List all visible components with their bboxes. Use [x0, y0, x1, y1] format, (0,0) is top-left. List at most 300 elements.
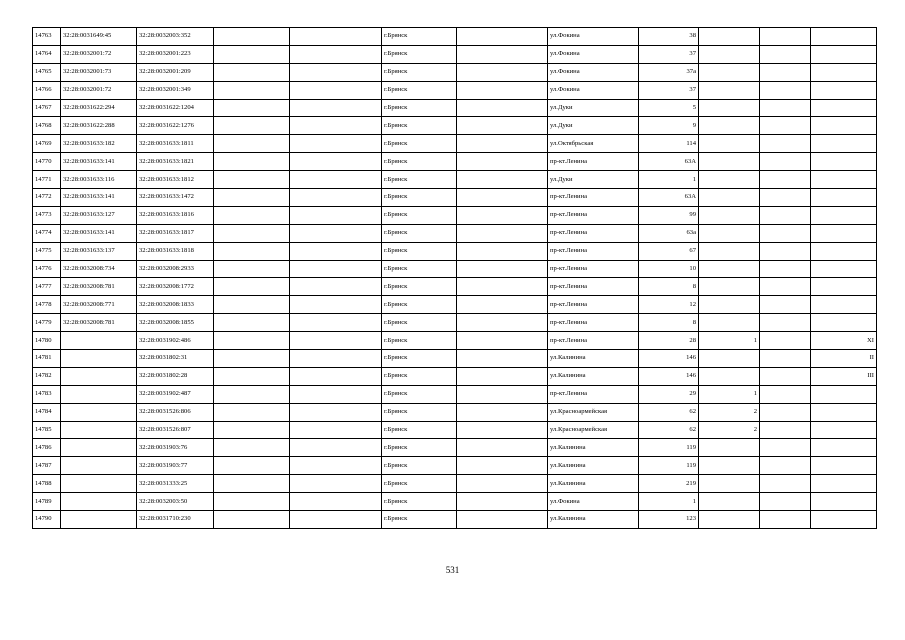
- column-12-cell: [811, 385, 877, 403]
- column-10-cell: [699, 260, 760, 278]
- record-number-cell: 14778: [33, 296, 61, 314]
- cadastral-quarter-cell: 32:28:0031649:45: [61, 28, 137, 46]
- column-5-cell: [290, 367, 382, 385]
- house-number-cell: 37: [639, 45, 699, 63]
- street-cell: ул.Калинина: [548, 457, 639, 475]
- street-cell: пр-кт.Ленина: [548, 189, 639, 207]
- house-number-cell: 146: [639, 367, 699, 385]
- column-5-cell: [290, 63, 382, 81]
- record-number-cell: 14787: [33, 457, 61, 475]
- column-4-cell: [214, 403, 290, 421]
- column-12-cell: [811, 45, 877, 63]
- cadastral-number-cell: 32:28:0031633:1821: [137, 153, 214, 171]
- table-row: [33, 206, 877, 224]
- column-7-cell: [457, 260, 548, 278]
- column-10-cell: [699, 63, 760, 81]
- city-cell: г.Брянск: [382, 421, 457, 439]
- column-5-cell: [290, 224, 382, 242]
- column-10-cell: [699, 439, 760, 457]
- table-row: [33, 81, 877, 99]
- column-10-cell: [699, 296, 760, 314]
- record-number-cell: 14765: [33, 63, 61, 81]
- street-cell: ул.Фокина: [548, 45, 639, 63]
- record-number-cell: 14763: [33, 28, 61, 46]
- column-12-cell: III: [811, 367, 877, 385]
- column-12-cell: [811, 439, 877, 457]
- street-cell: ул.Красноармейская: [548, 403, 639, 421]
- column-4-cell: [214, 171, 290, 189]
- city-cell: г.Брянск: [382, 171, 457, 189]
- street-cell: ул.Калинина: [548, 350, 639, 368]
- column-7-cell: [457, 171, 548, 189]
- column-4-cell: [214, 117, 290, 135]
- column-5-cell: [290, 439, 382, 457]
- column-5-cell: [290, 45, 382, 63]
- column-10-cell: 2: [699, 421, 760, 439]
- house-number-cell: 63А: [639, 189, 699, 207]
- record-number-cell: 14772: [33, 189, 61, 207]
- cadastral-quarter-cell: [61, 332, 137, 350]
- table-row: [33, 457, 877, 475]
- street-cell: пр-кт.Ленина: [548, 385, 639, 403]
- column-12-cell: [811, 81, 877, 99]
- street-cell: ул.Октябрьская: [548, 135, 639, 153]
- column-11-cell: [760, 296, 811, 314]
- house-number-cell: 63а: [639, 224, 699, 242]
- cadastral-number-cell: 32:28:0032003:50: [137, 493, 214, 511]
- cadastral-quarter-cell: 32:28:0031622:288: [61, 117, 137, 135]
- column-10-cell: [699, 314, 760, 332]
- column-7-cell: [457, 63, 548, 81]
- column-12-cell: [811, 63, 877, 81]
- record-number-cell: 14782: [33, 367, 61, 385]
- street-cell: пр-кт.Ленина: [548, 224, 639, 242]
- table-row: [33, 45, 877, 63]
- column-11-cell: [760, 475, 811, 493]
- table-row: [33, 224, 877, 242]
- street-cell: ул.Калинина: [548, 475, 639, 493]
- column-7-cell: [457, 28, 548, 46]
- table-row: [33, 242, 877, 260]
- column-11-cell: [760, 403, 811, 421]
- cadastral-quarter-cell: 32:28:0032001:72: [61, 45, 137, 63]
- column-12-cell: [811, 296, 877, 314]
- street-cell: ул.Дуки: [548, 99, 639, 117]
- city-cell: г.Брянск: [382, 260, 457, 278]
- column-10-cell: [699, 350, 760, 368]
- column-11-cell: [760, 117, 811, 135]
- house-number-cell: 63А: [639, 153, 699, 171]
- column-5-cell: [290, 171, 382, 189]
- house-number-cell: 37а: [639, 63, 699, 81]
- record-number-cell: 14776: [33, 260, 61, 278]
- record-number-cell: 14786: [33, 439, 61, 457]
- column-7-cell: [457, 403, 548, 421]
- column-4-cell: [214, 135, 290, 153]
- column-5-cell: [290, 153, 382, 171]
- city-cell: г.Брянск: [382, 403, 457, 421]
- cadastral-number-cell: 32:28:0032003:352: [137, 28, 214, 46]
- column-7-cell: [457, 421, 548, 439]
- street-cell: ул.Красноармейская: [548, 421, 639, 439]
- street-cell: пр-кт.Ленина: [548, 314, 639, 332]
- column-7-cell: [457, 296, 548, 314]
- city-cell: г.Брянск: [382, 314, 457, 332]
- column-5-cell: [290, 81, 382, 99]
- record-number-cell: 14783: [33, 385, 61, 403]
- column-7-cell: [457, 493, 548, 511]
- record-number-cell: 14773: [33, 206, 61, 224]
- record-number-cell: 14774: [33, 224, 61, 242]
- column-10-cell: [699, 367, 760, 385]
- record-number-cell: 14777: [33, 278, 61, 296]
- record-number-cell: 14789: [33, 493, 61, 511]
- street-cell: ул.Дуки: [548, 171, 639, 189]
- street-cell: ул.Калинина: [548, 511, 639, 529]
- column-11-cell: [760, 99, 811, 117]
- column-5-cell: [290, 28, 382, 46]
- house-number-cell: 1: [639, 493, 699, 511]
- record-number-cell: 14770: [33, 153, 61, 171]
- street-cell: ул.Калинина: [548, 439, 639, 457]
- city-cell: г.Брянск: [382, 206, 457, 224]
- table-row: [33, 28, 877, 46]
- column-4-cell: [214, 439, 290, 457]
- column-10-cell: [699, 81, 760, 99]
- table-row: [33, 135, 877, 153]
- city-cell: г.Брянск: [382, 224, 457, 242]
- table-body: [33, 28, 877, 529]
- column-11-cell: [760, 385, 811, 403]
- street-cell: пр-кт.Ленина: [548, 332, 639, 350]
- column-10-cell: 2: [699, 403, 760, 421]
- column-4-cell: [214, 332, 290, 350]
- column-4-cell: [214, 350, 290, 368]
- street-cell: ул.Калинина: [548, 367, 639, 385]
- cadastral-number-cell: 32:28:0032008:1855: [137, 314, 214, 332]
- column-12-cell: [811, 314, 877, 332]
- city-cell: г.Брянск: [382, 189, 457, 207]
- column-12-cell: [811, 421, 877, 439]
- city-cell: г.Брянск: [382, 493, 457, 511]
- column-4-cell: [214, 189, 290, 207]
- column-5-cell: [290, 350, 382, 368]
- column-7-cell: [457, 242, 548, 260]
- house-number-cell: 219: [639, 475, 699, 493]
- house-number-cell: 12: [639, 296, 699, 314]
- table-row: [33, 153, 877, 171]
- street-cell: пр-кт.Ленина: [548, 260, 639, 278]
- cadastral-number-cell: 32:28:0031633:1811: [137, 135, 214, 153]
- column-11-cell: [760, 367, 811, 385]
- cadastral-quarter-cell: 32:28:0031633:127: [61, 206, 137, 224]
- house-number-cell: 29: [639, 385, 699, 403]
- column-11-cell: [760, 260, 811, 278]
- column-10-cell: [699, 99, 760, 117]
- street-cell: пр-кт.Ленина: [548, 278, 639, 296]
- table-row: [33, 403, 877, 421]
- column-5-cell: [290, 314, 382, 332]
- column-12-cell: [811, 511, 877, 529]
- column-5-cell: [290, 135, 382, 153]
- record-number-cell: 14771: [33, 171, 61, 189]
- column-12-cell: [811, 242, 877, 260]
- column-11-cell: [760, 439, 811, 457]
- cadastral-quarter-cell: 32:28:0031622:294: [61, 99, 137, 117]
- record-number-cell: 14785: [33, 421, 61, 439]
- column-7-cell: [457, 278, 548, 296]
- street-cell: ул.Фокина: [548, 493, 639, 511]
- column-12-cell: [811, 153, 877, 171]
- column-12-cell: II: [811, 350, 877, 368]
- column-11-cell: [760, 224, 811, 242]
- city-cell: г.Брянск: [382, 439, 457, 457]
- table-row: [33, 314, 877, 332]
- column-11-cell: [760, 457, 811, 475]
- record-number-cell: 14781: [33, 350, 61, 368]
- column-4-cell: [214, 475, 290, 493]
- cadastral-quarter-cell: [61, 511, 137, 529]
- cadastral-number-cell: 32:28:0031622:1204: [137, 99, 214, 117]
- house-number-cell: 8: [639, 278, 699, 296]
- cadastral-number-cell: 32:28:0031622:1276: [137, 117, 214, 135]
- cadastral-quarter-cell: 32:28:0031633:141: [61, 224, 137, 242]
- column-7-cell: [457, 189, 548, 207]
- street-cell: ул.Фокина: [548, 81, 639, 99]
- city-cell: г.Брянск: [382, 385, 457, 403]
- table-row: [33, 475, 877, 493]
- house-number-cell: 67: [639, 242, 699, 260]
- column-12-cell: [811, 475, 877, 493]
- column-7-cell: [457, 511, 548, 529]
- column-10-cell: [699, 45, 760, 63]
- cadastral-number-cell: 32:28:0031710:230: [137, 511, 214, 529]
- city-cell: г.Брянск: [382, 278, 457, 296]
- cadastral-number-cell: 32:28:0031526:806: [137, 403, 214, 421]
- column-10-cell: [699, 242, 760, 260]
- street-cell: пр-кт.Ленина: [548, 242, 639, 260]
- cadastral-quarter-cell: [61, 439, 137, 457]
- cadastral-number-cell: 32:28:0031802:31: [137, 350, 214, 368]
- column-12-cell: [811, 135, 877, 153]
- cadastral-number-cell: 32:28:0031903:77: [137, 457, 214, 475]
- cadastral-number-cell: 32:28:0031633:1812: [137, 171, 214, 189]
- column-11-cell: [760, 153, 811, 171]
- cadastral-quarter-cell: [61, 457, 137, 475]
- house-number-cell: 37: [639, 81, 699, 99]
- table-row: [33, 350, 877, 368]
- cadastral-quarter-cell: 32:28:0032001:73: [61, 63, 137, 81]
- column-11-cell: [760, 81, 811, 99]
- column-11-cell: [760, 350, 811, 368]
- column-7-cell: [457, 99, 548, 117]
- column-11-cell: [760, 511, 811, 529]
- cadastral-quarter-cell: 32:28:0032008:734: [61, 260, 137, 278]
- record-number-cell: 14768: [33, 117, 61, 135]
- table-row: [33, 367, 877, 385]
- house-number-cell: 123: [639, 511, 699, 529]
- house-number-cell: 114: [639, 135, 699, 153]
- cadastral-quarter-cell: [61, 493, 137, 511]
- cadastral-number-cell: 32:28:0031526:807: [137, 421, 214, 439]
- street-cell: пр-кт.Ленина: [548, 296, 639, 314]
- column-11-cell: [760, 28, 811, 46]
- column-12-cell: [811, 260, 877, 278]
- column-7-cell: [457, 153, 548, 171]
- house-number-cell: 119: [639, 457, 699, 475]
- table-row: [33, 511, 877, 529]
- cadastral-number-cell: 32:28:0031633:1816: [137, 206, 214, 224]
- record-number-cell: 14779: [33, 314, 61, 332]
- cadastral-quarter-cell: 32:28:0032008:781: [61, 314, 137, 332]
- cadastral-quarter-cell: 32:28:0031633:137: [61, 242, 137, 260]
- city-cell: г.Брянск: [382, 153, 457, 171]
- record-number-cell: 14764: [33, 45, 61, 63]
- column-12-cell: [811, 224, 877, 242]
- column-4-cell: [214, 224, 290, 242]
- city-cell: г.Брянск: [382, 511, 457, 529]
- column-4-cell: [214, 63, 290, 81]
- cadastral-quarter-cell: [61, 367, 137, 385]
- column-4-cell: [214, 278, 290, 296]
- table-row: [33, 189, 877, 207]
- house-number-cell: 38: [639, 28, 699, 46]
- column-5-cell: [290, 511, 382, 529]
- column-5-cell: [290, 296, 382, 314]
- cadastral-quarter-cell: 32:28:0031633:116: [61, 171, 137, 189]
- column-10-cell: [699, 206, 760, 224]
- column-5-cell: [290, 457, 382, 475]
- city-cell: г.Брянск: [382, 81, 457, 99]
- city-cell: г.Брянск: [382, 28, 457, 46]
- column-7-cell: [457, 439, 548, 457]
- table-row: [33, 260, 877, 278]
- house-number-cell: 62: [639, 421, 699, 439]
- column-12-cell: [811, 493, 877, 511]
- column-11-cell: [760, 493, 811, 511]
- column-4-cell: [214, 493, 290, 511]
- city-cell: г.Брянск: [382, 242, 457, 260]
- column-5-cell: [290, 242, 382, 260]
- column-12-cell: [811, 117, 877, 135]
- cadastral-quarter-cell: 32:28:0031633:182: [61, 135, 137, 153]
- table-row: [33, 493, 877, 511]
- column-12-cell: [811, 28, 877, 46]
- column-12-cell: [811, 403, 877, 421]
- city-cell: г.Брянск: [382, 135, 457, 153]
- cadastral-number-cell: 32:28:0032008:2933: [137, 260, 214, 278]
- column-5-cell: [290, 421, 382, 439]
- column-7-cell: [457, 314, 548, 332]
- column-4-cell: [214, 385, 290, 403]
- city-cell: г.Брянск: [382, 99, 457, 117]
- city-cell: г.Брянск: [382, 475, 457, 493]
- column-4-cell: [214, 511, 290, 529]
- table-row: [33, 171, 877, 189]
- street-cell: пр-кт.Ленина: [548, 206, 639, 224]
- column-11-cell: [760, 206, 811, 224]
- table-row: [33, 385, 877, 403]
- column-10-cell: [699, 224, 760, 242]
- column-10-cell: [699, 153, 760, 171]
- column-12-cell: XI: [811, 332, 877, 350]
- column-5-cell: [290, 475, 382, 493]
- column-7-cell: [457, 385, 548, 403]
- city-cell: г.Брянск: [382, 296, 457, 314]
- cadastral-quarter-cell: [61, 350, 137, 368]
- house-number-cell: 9: [639, 117, 699, 135]
- table-row: [33, 117, 877, 135]
- column-5-cell: [290, 493, 382, 511]
- column-7-cell: [457, 457, 548, 475]
- record-number-cell: 14769: [33, 135, 61, 153]
- column-4-cell: [214, 45, 290, 63]
- column-4-cell: [214, 81, 290, 99]
- table-row: [33, 99, 877, 117]
- house-number-cell: 99: [639, 206, 699, 224]
- column-7-cell: [457, 206, 548, 224]
- city-cell: г.Брянск: [382, 367, 457, 385]
- column-11-cell: [760, 171, 811, 189]
- column-4-cell: [214, 153, 290, 171]
- column-7-cell: [457, 367, 548, 385]
- column-4-cell: [214, 99, 290, 117]
- column-5-cell: [290, 117, 382, 135]
- column-10-cell: [699, 278, 760, 296]
- cadastral-number-cell: 32:28:0031633:1472: [137, 189, 214, 207]
- record-number-cell: 14784: [33, 403, 61, 421]
- column-4-cell: [214, 206, 290, 224]
- column-11-cell: [760, 242, 811, 260]
- house-number-cell: 1: [639, 171, 699, 189]
- column-11-cell: [760, 421, 811, 439]
- house-number-cell: 10: [639, 260, 699, 278]
- cadastral-quarter-cell: [61, 475, 137, 493]
- city-cell: г.Брянск: [382, 117, 457, 135]
- house-number-cell: 62: [639, 403, 699, 421]
- house-number-cell: 28: [639, 332, 699, 350]
- column-4-cell: [214, 421, 290, 439]
- house-number-cell: 5: [639, 99, 699, 117]
- cadastral-number-cell: 32:28:0032001:209: [137, 63, 214, 81]
- column-4-cell: [214, 314, 290, 332]
- record-number-cell: 14766: [33, 81, 61, 99]
- street-cell: ул.Фокина: [548, 63, 639, 81]
- column-10-cell: [699, 475, 760, 493]
- column-10-cell: [699, 189, 760, 207]
- column-12-cell: [811, 189, 877, 207]
- cadastral-number-cell: 32:28:0031903:76: [137, 439, 214, 457]
- cadastral-number-cell: 32:28:0031633:1817: [137, 224, 214, 242]
- record-number-cell: 14788: [33, 475, 61, 493]
- column-5-cell: [290, 99, 382, 117]
- column-4-cell: [214, 457, 290, 475]
- city-cell: г.Брянск: [382, 332, 457, 350]
- city-cell: г.Брянск: [382, 457, 457, 475]
- column-12-cell: [811, 171, 877, 189]
- column-11-cell: [760, 135, 811, 153]
- column-5-cell: [290, 206, 382, 224]
- cadastral-number-cell: 32:28:0032008:1833: [137, 296, 214, 314]
- column-11-cell: [760, 63, 811, 81]
- column-10-cell: [699, 117, 760, 135]
- cadastral-quarter-cell: 32:28:0031633:141: [61, 189, 137, 207]
- table-row: [33, 63, 877, 81]
- house-number-cell: 119: [639, 439, 699, 457]
- table-row: [33, 439, 877, 457]
- column-7-cell: [457, 224, 548, 242]
- column-10-cell: [699, 171, 760, 189]
